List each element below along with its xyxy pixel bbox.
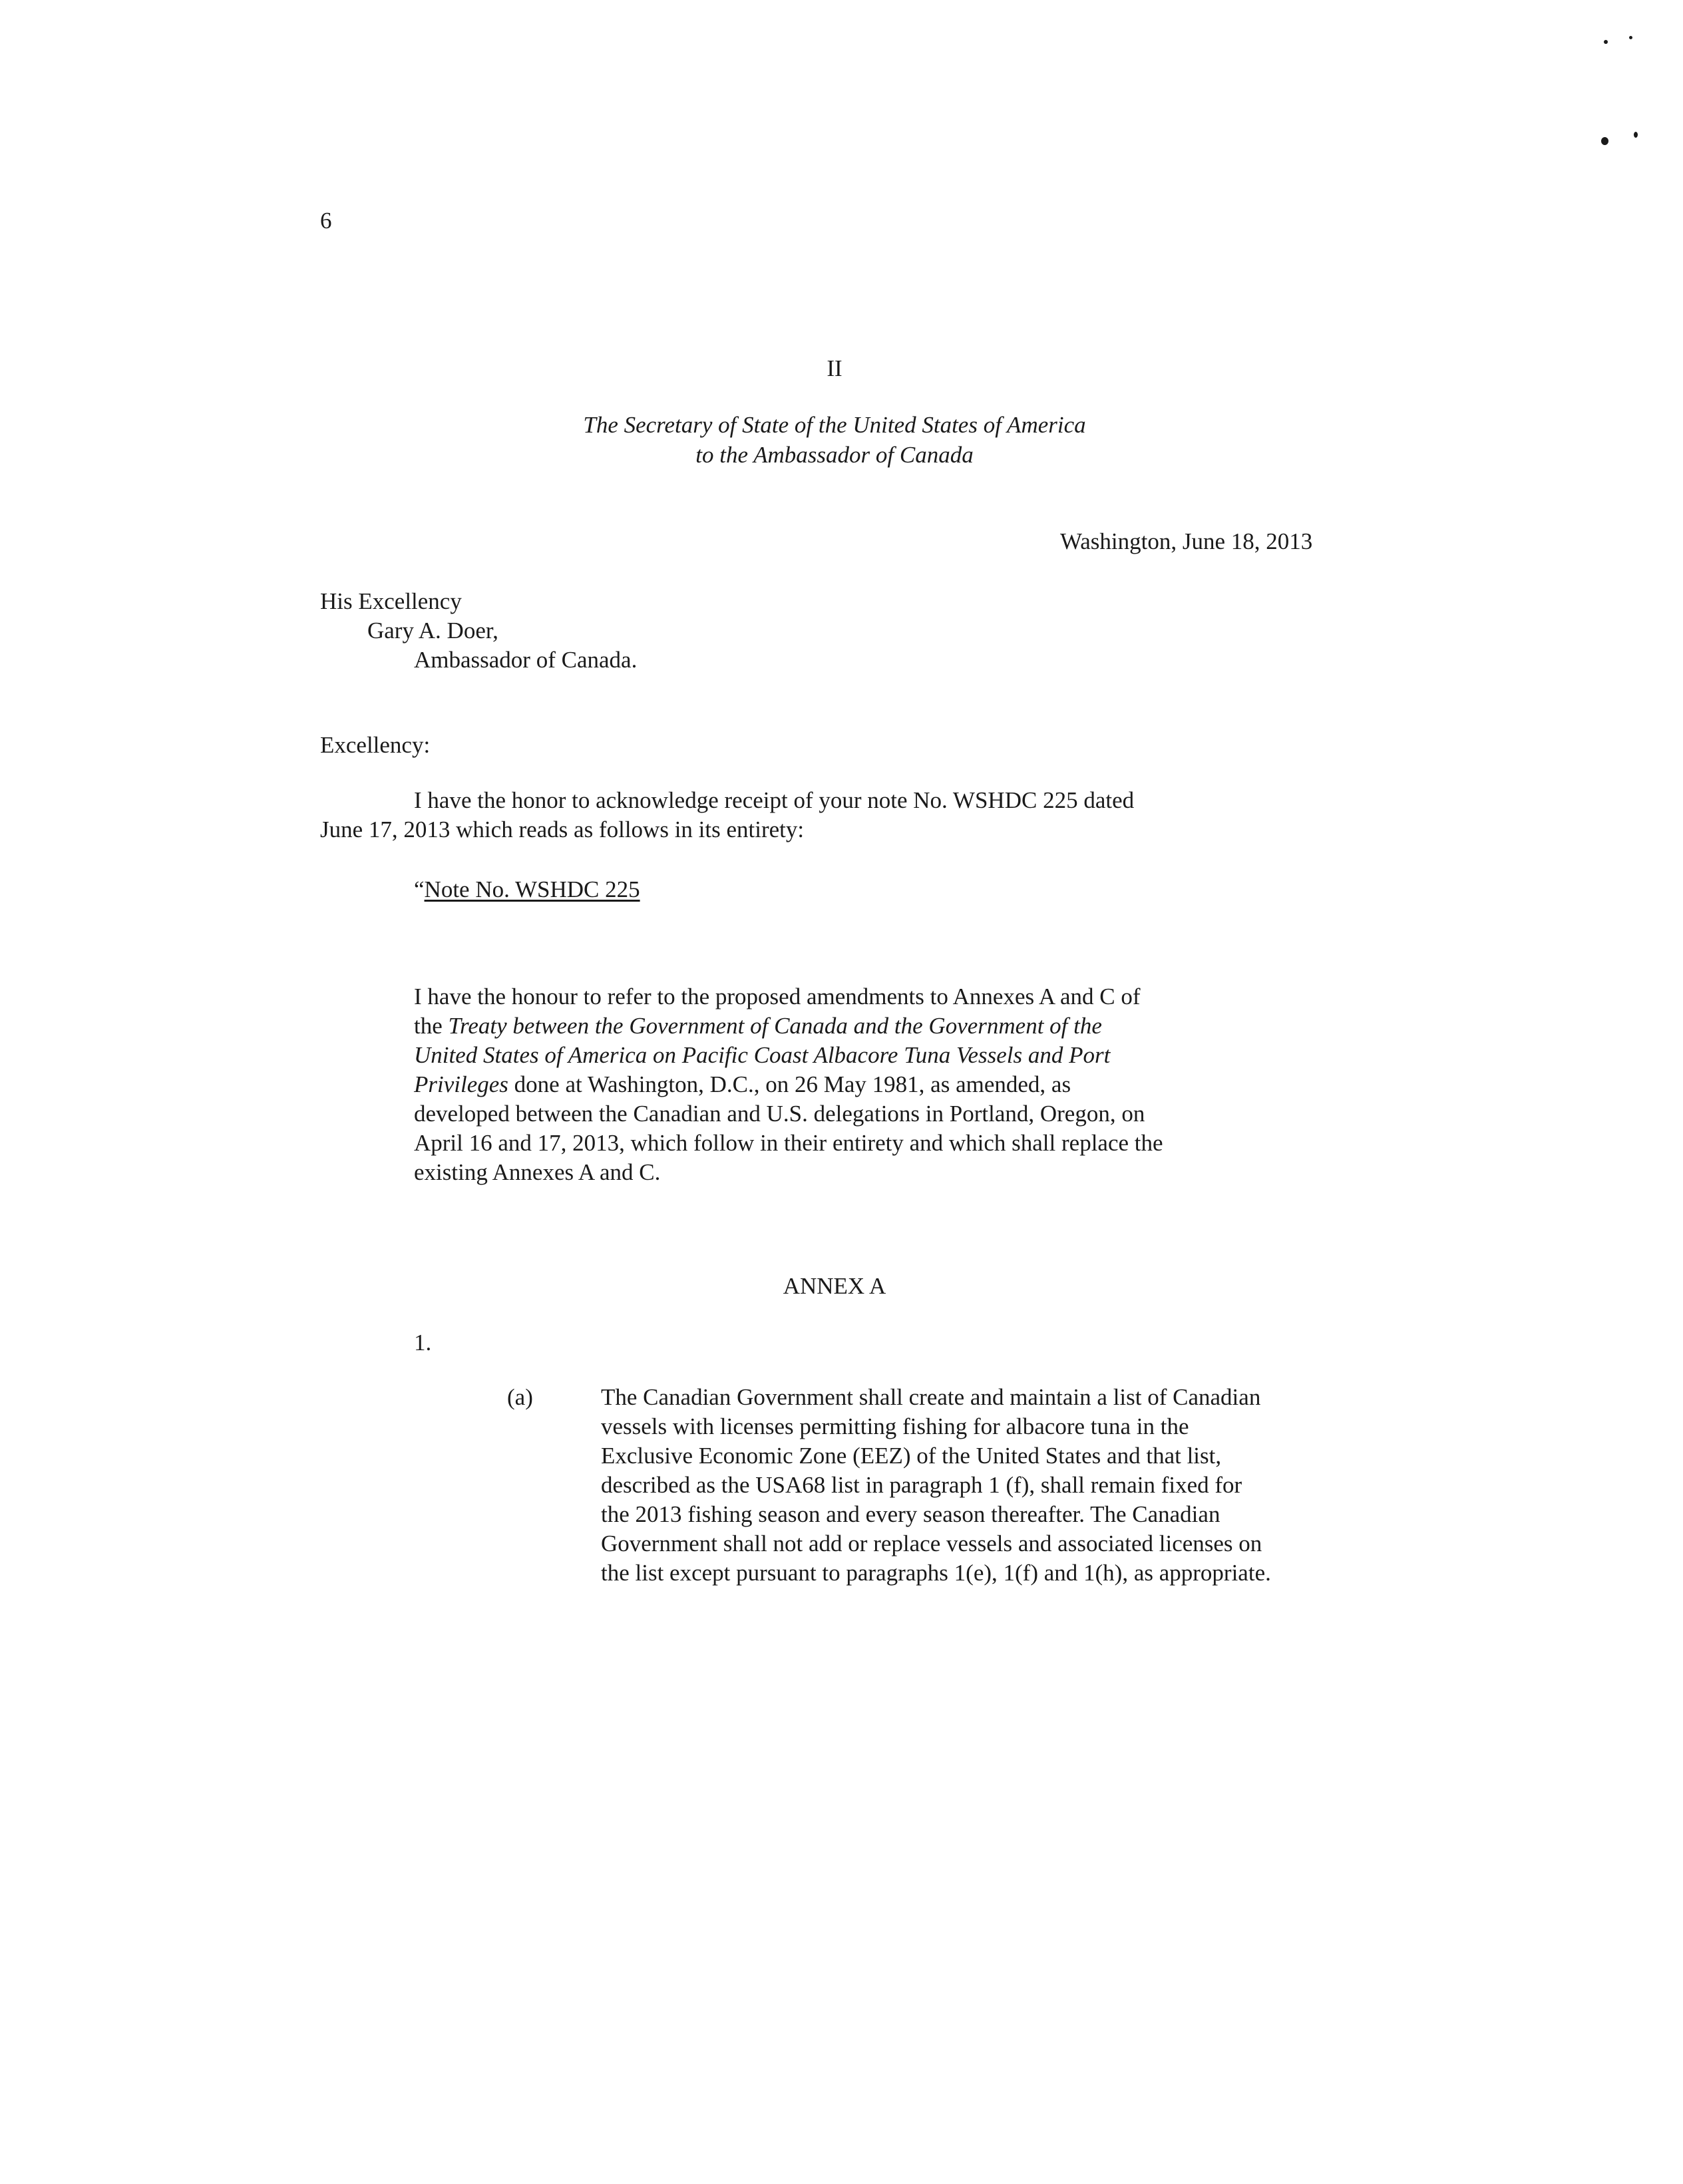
paragraph-line [414, 1011, 1163, 1041]
page-number: 6 [320, 208, 332, 234]
annex-line: The Canadian Government shall create and maintain a list of Canadian [601, 1384, 1261, 1410]
treaty-title-continued: United States of America on Pacific Coast Albacore Tuna Vessels and Port [414, 1042, 1111, 1068]
body-paragraph [414, 982, 1163, 1187]
paragraph-line: developed between the Canadian and U.S. delegations in Portland, Oregon, on [414, 1101, 1145, 1127]
annex-line: vessels with licenses permitting fishing for albacore tuna in the [601, 1413, 1189, 1439]
letter-heading-line1: The Secretary of State of the United States of America [583, 412, 1086, 438]
annex-line: the 2013 fishing season and every season thereafter. The Canadian [601, 1501, 1220, 1527]
intro-line2: June 17, 2013 which reads as follows in its entirety: [320, 817, 805, 842]
scan-speck [1634, 132, 1638, 138]
section-numeral: II [827, 355, 842, 381]
open-quote: “ [414, 876, 425, 902]
dateline: Washington, June 18, 2013 [1060, 528, 1313, 554]
scan-speck [1629, 36, 1632, 39]
paragraph-line [414, 1070, 1163, 1099]
addressee-line2: Gary A. Doer, [367, 618, 498, 643]
annex-title: ANNEX A [783, 1273, 886, 1299]
salutation: Excellency: [320, 732, 431, 758]
intro-line1: I have the honor to acknowledge receipt of your note No. WSHDC 225 dated [414, 787, 1135, 813]
paragraph-line: existing Annexes A and C. [414, 1159, 661, 1185]
scan-speck [1601, 137, 1608, 145]
paragraph-line: April 16 and 17, 2013, which follow in their entirety and which shall replace the [414, 1130, 1163, 1156]
annex-line: the list except pursuant to paragraphs 1(e), 1(f) and 1(h), as appropriate. [601, 1560, 1271, 1586]
note-number-title: Note No. WSHDC 225 [424, 876, 640, 902]
annex-item-number: 1. [414, 1330, 432, 1356]
annex-line: described as the USA68 list in paragraph 1 (f), shall remain fixed for [601, 1472, 1242, 1498]
annex-sub-label: (a) [507, 1384, 533, 1410]
treaty-title: Treaty between the Government of Canada and the Government of the [448, 1013, 1102, 1039]
paragraph-text: the [414, 1013, 449, 1039]
annex-line: Exclusive Economic Zone (EEZ) of the United States and that list, [601, 1443, 1222, 1469]
quoted-note-title [414, 875, 640, 904]
addressee-line3: Ambassador of Canada. [414, 647, 638, 673]
paragraph-text: done at Washington, D.C., on 26 May 1981, as amended, as [508, 1071, 1071, 1097]
annex-sub-paragraph [601, 1383, 1271, 1588]
scan-speck [1604, 40, 1608, 44]
letter-heading-line2: to the Ambassador of Canada [695, 442, 974, 468]
treaty-title-end: Privileges [414, 1071, 508, 1097]
addressee-line1: His Excellency [320, 588, 462, 614]
paragraph-line: I have the honour to refer to the proposed amendments to Annexes A and C of [414, 984, 1141, 1009]
annex-line: Government shall not add or replace vessels and associated licenses on [601, 1531, 1262, 1556]
